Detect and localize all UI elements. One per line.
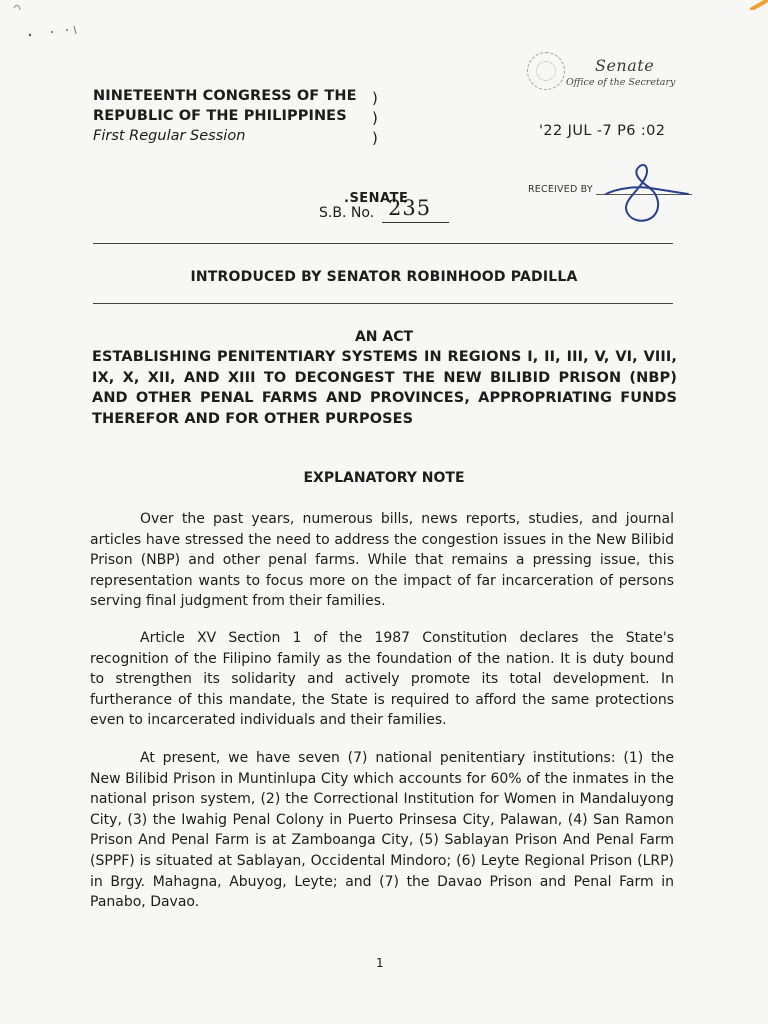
paren-2: ) <box>372 109 378 127</box>
senate-seal-inner-icon <box>536 61 556 81</box>
session-label: First Regular Session <box>93 128 246 144</box>
scan-marks-decoration <box>0 0 90 50</box>
stamp-received-by: RECEIVED BY <box>528 184 593 195</box>
paragraph-2: Article XV Section 1 of the 1987 Constitution declares the State's recognition of the Filipino family as the foundation of the nation. It is duty bound to strengthen its solidarity and actively promote its total development. In furtherance of this mandate, the State is required to afford the same protections even to incarcerated individuals and their families. <box>90 630 674 729</box>
divider-bottom <box>93 303 673 304</box>
page-number: 1 <box>376 956 384 970</box>
paragraph-1: Over the past years, numerous bills, news reports, studies, and journal articles have stressed the need to address the congestion issues in the New Bilibid Prison (NBP) and other penal farms. While that remains a pressing issue, this representation wants to focus more on the impact of far incarceration of persons serving final judgment from their families. <box>90 511 674 610</box>
paren-1: ) <box>372 89 378 107</box>
stamp-senate: Senate <box>595 56 655 75</box>
act-title: ESTABLISHING PENITENTIARY SYSTEMS IN REGIONS I, II, III, V, VI, VIII, IX, X, XII, AND XIII TO DECONGEST THE NEW BILIBID PRISON (NBP) AND OTHER PENAL FARMS AND PROVINCES, APPROPRIATING FUNDS THEREFOR AND FOR OTHER PURPOSES <box>92 349 677 427</box>
paren-3: ) <box>372 129 378 147</box>
explanatory-note-heading: EXPLANATORY NOTE <box>303 470 465 486</box>
paragraph-3: At present, we have seven (7) national penitentiary institutions: (1) the New Bilibid Prison in Muntinlupa City which accounts for 60% of the inmates in the national prison system, (2) the Correctional Institution for Women in Mandaluyong City, (3) the Iwahig Penal Colony in Puerto Prinsesa City, Palawan, (4) San Ramon Prison And Penal Farm is at Zamboanga City, (5) Sablayan Prison And Penal Farm (SPPF) is situated at Sablayan, Occidental Mindoro; (6) Leyte Regional Prison (LRP) in Brgy. Mahagna, Abuyog, Leyte; and (7) the Davao Prison and Penal Farm in Panabo, Davao. <box>90 750 674 911</box>
divider-top <box>93 243 673 244</box>
sb-label: S.B. No. <box>319 205 375 221</box>
introduced-by: INTRODUCED BY SENATOR ROBINHOOD PADILLA <box>190 269 578 285</box>
bill-number-underline <box>382 222 449 223</box>
stamp-office: Office of the Secretary <box>566 77 676 88</box>
congress-line-1: NINETEENTH CONGRESS OF THE <box>93 88 357 104</box>
act-label: AN ACT <box>354 329 414 345</box>
corner-mark-decoration <box>748 0 768 10</box>
signature-icon <box>598 158 698 228</box>
congress-line-2: REPUBLIC OF THE PHILIPPINES <box>93 108 347 124</box>
stamp-date-time: '22 JUL -7 P6 :02 <box>539 123 666 139</box>
senate-label: .SENATE <box>344 191 409 206</box>
bill-number: 235 <box>388 196 432 220</box>
